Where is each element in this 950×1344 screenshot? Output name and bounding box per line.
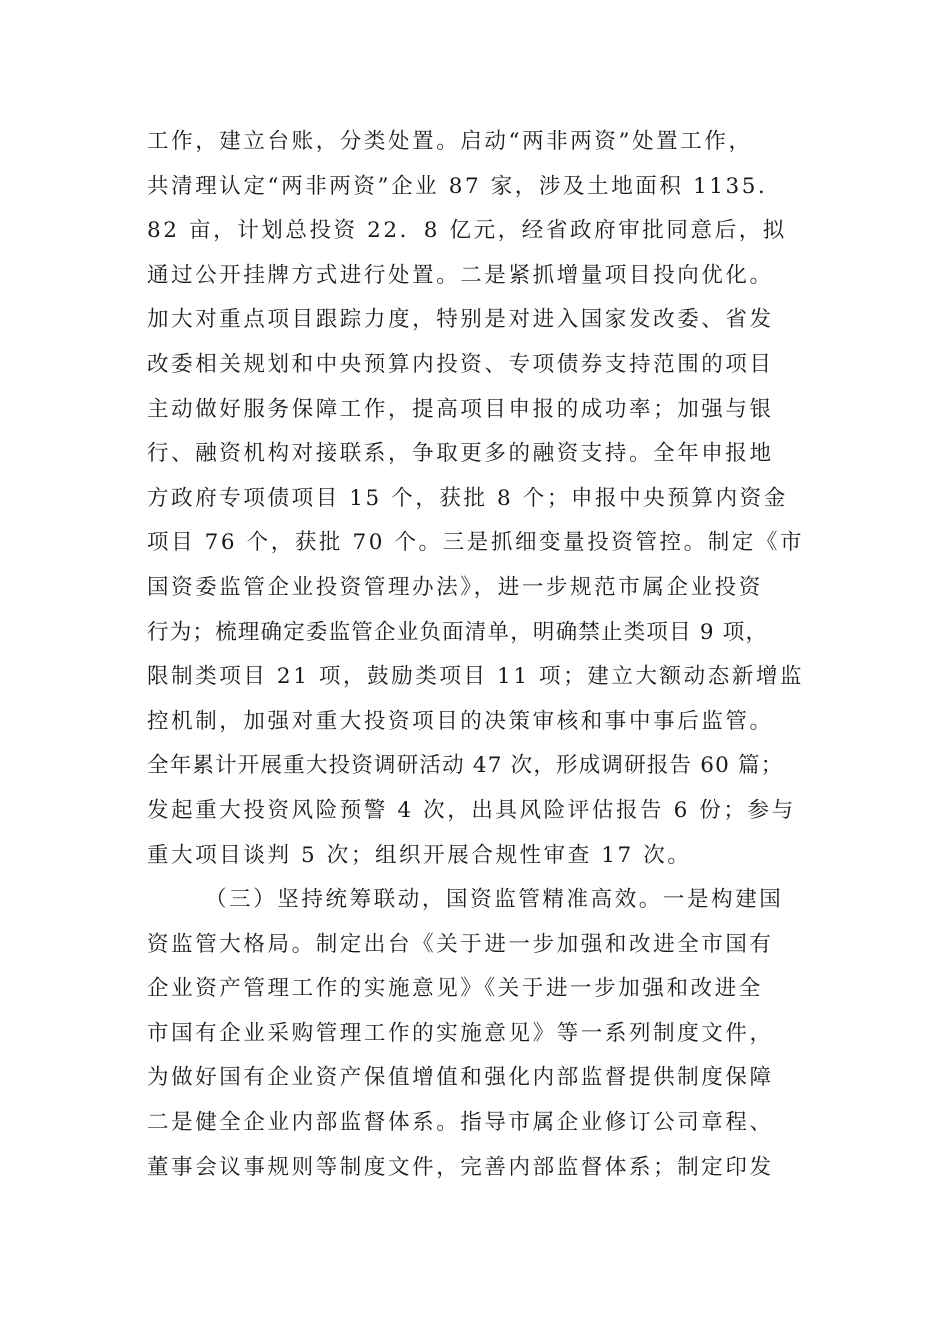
text-line: 工作，建立台账，分类处置。启动“两非两资”处置工作，: [147, 129, 753, 154]
text-line: 方政府专项债项目 15 个，获批 8 个；申报中央预算内资金: [147, 485, 788, 511]
text-line: 改委相关规划和中央预算内投资、专项债券支持范围的项目: [147, 351, 774, 377]
text-line: 加大对重点项目跟踪力度，特别是对进入国家发改委、省发: [147, 307, 774, 333]
text-line: 董事会议事规则等制度文件，完善内部监督体系；制定印发: [147, 1154, 774, 1180]
text-line: 共清理认定“两非两资”企业 87 家，涉及土地面积 1135．: [147, 173, 783, 199]
text-line: 企业资产管理工作的实施意见》《关于进一步加强和改进全: [147, 976, 763, 1002]
text-line: 通过公开挂牌方式进行处置。二是紧抓增量项目投向优化。: [147, 262, 774, 288]
text-line: 国资委监管企业投资管理办法》，进一步规范市属企业投资: [147, 574, 763, 600]
text-line: 82 亩，计划总投资 22．8 亿元，经省政府审批同意后，拟: [147, 218, 787, 244]
text-line: 资监管大格局。制定出台《关于进一步加强和改进全市国有: [147, 931, 774, 957]
text-line: 行为；梳理确定委监管企业负面清单，明确禁止类项目 9 项，: [147, 619, 769, 645]
text-line: 行、融资机构对接联系，争取更多的融资支持。全年申报地: [147, 441, 774, 467]
text-line: 为做好国有企业资产保值增值和强化内部监督提供制度保障: [147, 1065, 774, 1091]
text-line: 市国有企业采购管理工作的实施意见》等一系列制度文件，: [147, 1020, 774, 1046]
body-text: [147, 120, 817, 1190]
text-line: 项目 76 个，获批 70 个。三是抓细变量投资管控。制定《市: [147, 530, 805, 556]
text-line: 主动做好服务保障工作，提高项目申报的成功率；加强与银: [147, 396, 774, 422]
text-line: 控机制，加强对重大投资项目的决策审核和事中事后监管。: [147, 708, 774, 734]
text-line: 全年累计开展重大投资调研活动 47 次，形成调研报告 60 篇；: [147, 753, 784, 779]
text-line: 重大项目谈判 5 次；组织开展合规性审查 17 次。: [147, 842, 692, 868]
text-line: 发起重大投资风险预警 4 次，出具风险评估报告 6 份；参与: [147, 797, 796, 823]
section-heading-line: （三）坚持统筹联动，国资监管精准高效。一是构建国: [205, 887, 784, 913]
text-line: 限制类项目 21 项，鼓励类项目 11 项；建立大额动态新增监: [147, 664, 805, 690]
text-line: 二是健全企业内部监督体系。指导市属企业修订公司章程、: [147, 1110, 774, 1136]
